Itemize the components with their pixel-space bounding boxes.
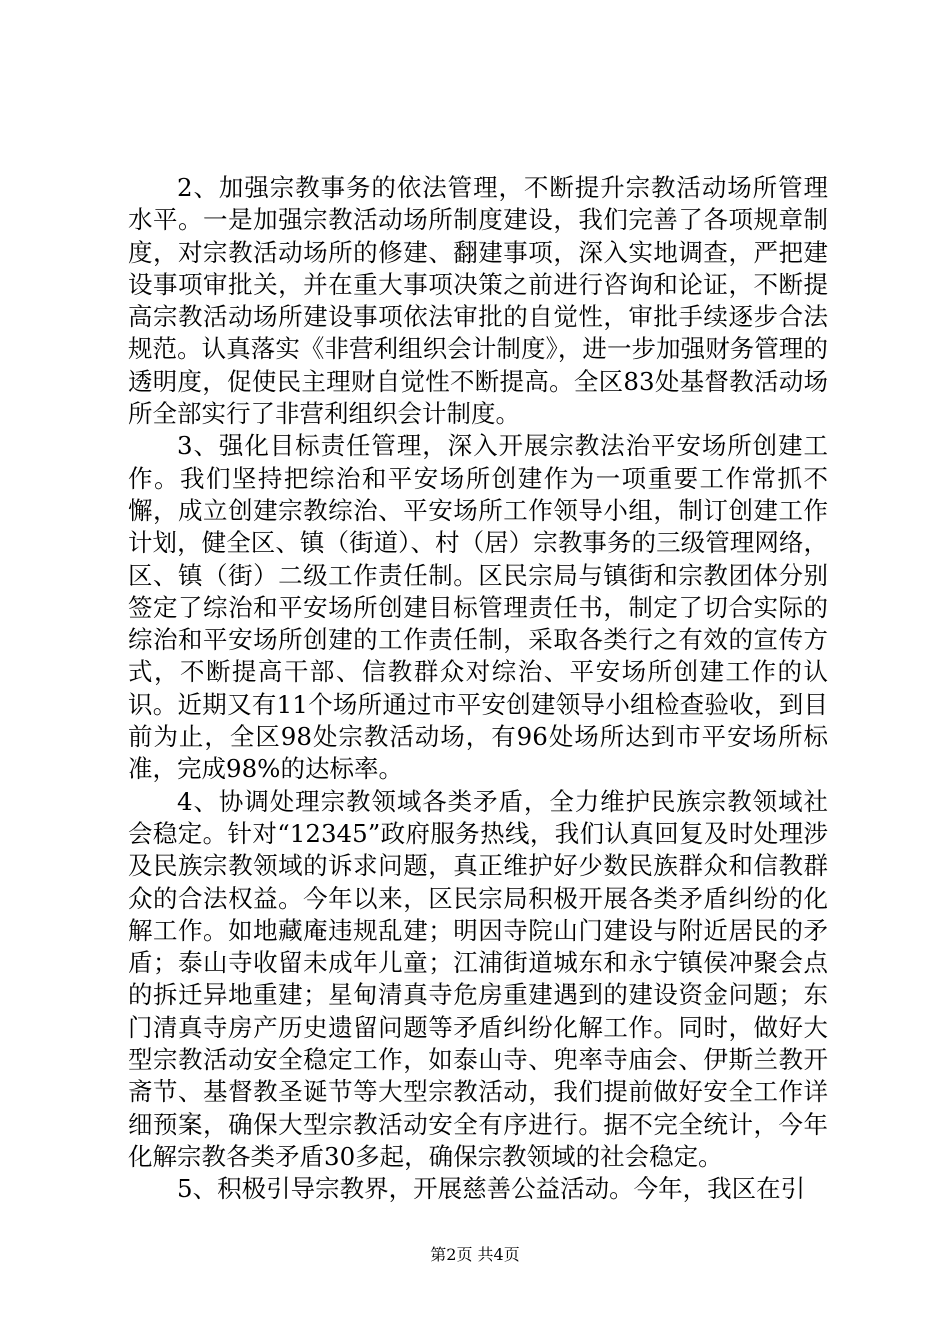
paragraph-item-4: 4、协调处理宗教领域各类矛盾，全力维护民族宗教领域社会稳定。针对“12345”政府服务热线，我们认真回复及时处理涉及民族宗教领域的诉求问题，真正维护好少数民族群众和信教群众的合法权益。今年以来，区民宗局积极开展各类矛盾纠纷的化解工作。如地藏庵违规乱建；明因寺院山门建设与附近居民的矛盾；泰山寺收留未成年儿童；江浦街道城东和永宁镇侯冲聚会点的拆迁异地重建；星甸清真寺危房重建遇到的建设资金问题；东门清真寺房产历史遗留问题等矛盾纠纷化解工作。同时，做好大型宗教活动安全稳定工作，如泰山寺、兜率寺庙会、伊斯兰教开斋节、基督教圣诞节等大型宗教活动，我们提前做好安全工作详细预案，确保大型宗教活动安全有序进行。据不完全统计，今年化解宗教各类矛盾30多起，确保宗教领域的社会稳定。 (128, 786, 828, 1171)
paragraph-item-3: 3、强化目标责任管理，深入开展宗教法治平安场所创建工作。我们坚持把综治和平安场所创建作为一项重要工作常抓不懈，成立创建宗教综治、平安场所工作领导小组，制订创建工作计划，健全区、镇（街道）、村（居）宗教事务的三级管理网络，区、镇（街）二级工作责任制。区民宗局与镇街和宗教团体分别签定了综治和平安场所创建目标管理责任书，制定了切合实际的综治和平安场所创建的工作责任制，采取各类行之有效的宣传方式，不断提高干部、信教群众对综治、平安场所创建工作的认识。近期又有11个场所通过市平安创建领导小组检查验收，到目前为止，全区98处宗教活动场，有96处场所达到市平安场所标准，完成98%的达标率。 (128, 431, 828, 784)
paragraph-item-2: 2、加强宗教事务的依法管理，不断提升宗教活动场所管理水平。一是加强宗教活动场所制度建设，我们完善了各项规章制度，对宗教活动场所的修建、翻建事项，深入实地调查，严把建设事项审批关，并在重大事项决策之前进行咨询和论证，不断提高宗教活动场所建设事项依法审批的自觉性，审批手续逐步合法规范。认真落实《非营利组织会计制度》，进一步加强财务管理的透明度，促使民主理财自觉性不断提高。全区83处基督教活动场所全部实行了非营利组织会计制度。 (128, 173, 828, 429)
paragraph-item-5: 5、积极引导宗教界，开展慈善公益活动。今年，我区在引 (177, 1174, 806, 1204)
document-body (128, 172, 828, 1206)
page-footer: 第2页 共4页 (430, 1245, 520, 1264)
